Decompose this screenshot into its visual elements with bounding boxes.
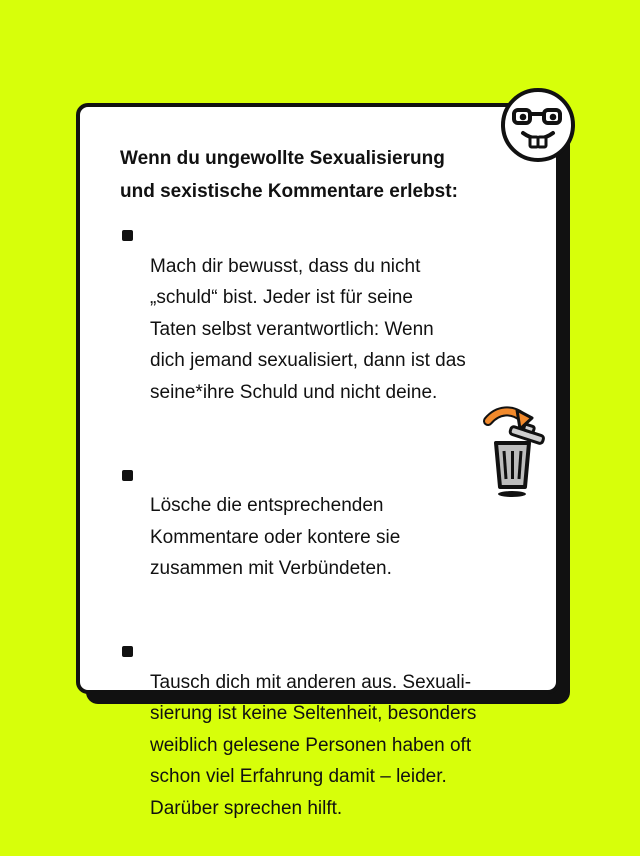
tip-text-awareness: Mach dir bewusst, dass du nicht „schuld“ bist. Jeder ist für seine Taten selbst verantwortlich: Wenn dich jemand sexualisiert, dann ist das seine*ihre Schuld und nicht deine. [150, 255, 466, 403]
tip-text-delete-comments: Lösche die entsprechenden Kommentare oder kontere sie zusammen mit Verbündeten. [150, 495, 401, 579]
tip-text-talk: Tausch dich mit anderen aus. Sexuali- sierung ist keine Seltenheit, besonders weiblich gelesene Personen haben oft schon viel Erfahrung damit – leider. Darüber sprechen hilft. [150, 671, 477, 819]
tips-list [120, 219, 540, 856]
content-card [76, 103, 560, 819]
card-title: Wenn du ungewollte Sexualisierung und sexistische Kommentare erlebst: [120, 148, 458, 202]
tip-item-talk [120, 635, 540, 856]
trash-can-icon [474, 404, 552, 500]
nerd-face-icon [499, 86, 577, 164]
